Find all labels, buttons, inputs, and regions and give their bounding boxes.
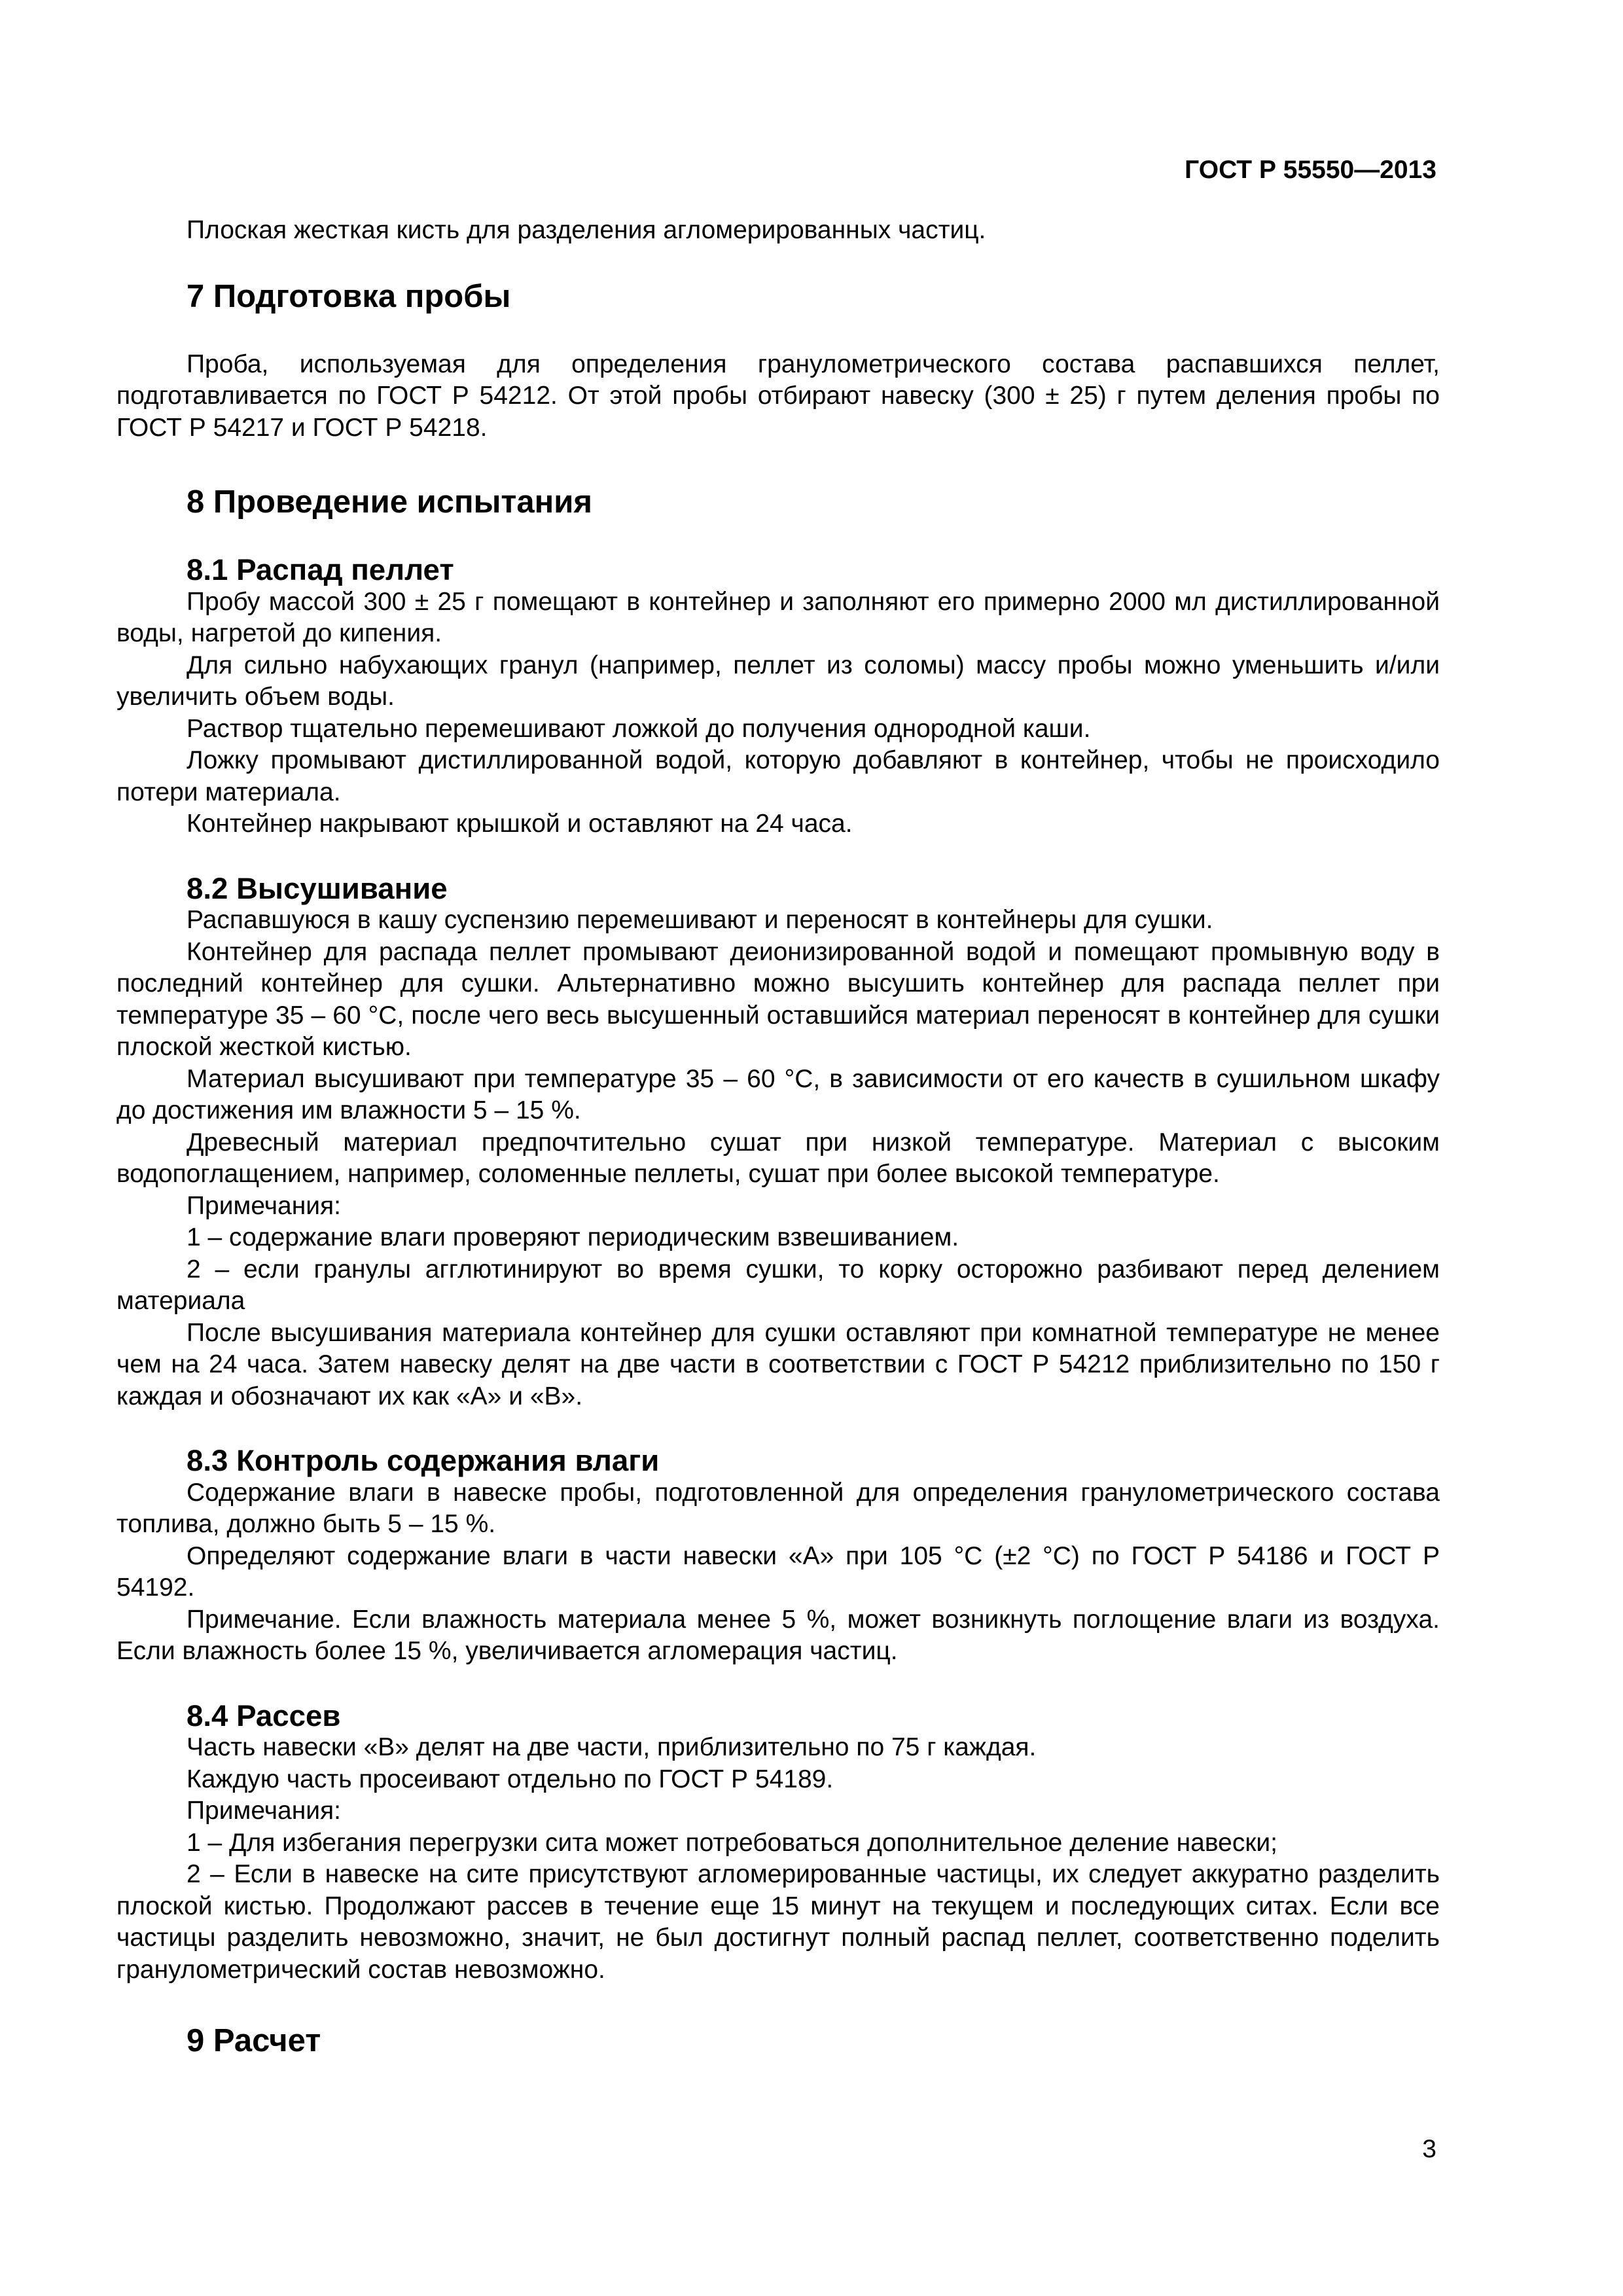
subsection-8-3-note: Примечание. Если влажность материала менее 5 %, может возникнуть поглощение влаги из воздуха. Если влажность более 15 %, увеличивается агломерация частиц.	[116, 1605, 1440, 1665]
subsection-8-1-paragraph: Раствор тщательно перемешивают ложкой до получения однородной каши.	[187, 714, 1091, 743]
subsection-8-3-paragraph: Определяют содержание влаги в части навески «А» при 105 °С (±2 °С) по ГОСТ Р 54186 и ГОСТ Р 54192.	[116, 1541, 1440, 1602]
subsection-8-2-paragraph: Материал высушивают при температуре 35 – 60 °С, в зависимости от его качеств в сушильном шкафу до достижения им влажности 5 – 15 %.	[116, 1064, 1440, 1124]
subsection-8-3-paragraph: Содержание влаги в навеске пробы, подготовленной для определения гранулометрического состава топлива, должно быть 5 – 15 %.	[116, 1478, 1440, 1538]
subsection-8-2-note: 2 – если гранулы агглютинируют во время сушки, то корку осторожно разбивают перед делением материала	[116, 1255, 1440, 1315]
subsection-8-2-paragraph: Контейнер для распада пеллет промывают деионизированной водой и помещают промывную воду в последний контейнер для сушки. Альтернативно можно высушить контейнер для распада пеллет при температуре 35 – 60 °С, после чего весь высушенный оставшийся материал переносят в контейнер для сушки плоской жесткой кистью.	[116, 937, 1440, 1061]
subsection-8-2-note-label: Примечания:	[187, 1191, 341, 1220]
subsection-8-2-paragraph: После высушивания материала контейнер для сушки оставляют при комнатной температуре не менее чем на 24 часа. Затем навеску делят на две части в соответствии с ГОСТ Р 54212 приблизительно по 150 г каждая и обозначают их как «А» и «В».	[116, 1318, 1440, 1410]
subsection-8-4-note: 1 – Для избегания перегрузки сита может потребоваться дополнительное деление навески;	[187, 1828, 1278, 1857]
section-7-paragraph: Проба, используемая для определения гранулометрического состава распавшихся пеллет, подготавливается по ГОСТ Р 54212. От этой пробы отбирают навеску (300 ± 25) г путем деления пробы по ГОСТ Р 54217 и ГОСТ Р 54218.	[116, 350, 1440, 442]
subsection-8-2-paragraph: Распавшуюся в кашу суспензию перемешивают и переносят в контейнеры для сушки.	[187, 906, 1213, 934]
subsection-8-1-title: 8.1 Распад пеллет	[187, 553, 454, 586]
subsection-8-4-note-label: Примечания:	[187, 1797, 341, 1825]
section-8-title: 8 Проведение испытания	[187, 484, 592, 520]
subsection-8-4-note: 2 – Если в навеске на сите присутствуют агломерированные частицы, их следует аккуратно разделить плоской кистью. Продолжают рассев в течение еще 15 минут на текущем и последующих ситах. Если все частицы разделить невозможно, значит, не был достигнут полный распад пеллет, соответственно поделить гранулометрический состав невозможно.	[116, 1860, 1440, 1984]
section-7-title: 7 Подготовка пробы	[187, 278, 511, 314]
subsection-8-2-title: 8.2 Высушивание	[187, 871, 448, 905]
page-content	[116, 215, 1440, 2060]
subsection-8-1-paragraph: Контейнер накрывают крышкой и оставляют на 24 часа.	[187, 810, 853, 838]
subsection-8-1-paragraph: Для сильно набухающих гранул (например, пеллет из соломы) массу пробы можно уменьшить и/или увеличить объем воды.	[116, 651, 1440, 711]
section-9-title: 9 Расчет	[187, 2023, 321, 2058]
subsection-8-4-paragraph: Часть навески «В» делят на две части, приблизительно по 75 г каждая.	[187, 1733, 1037, 1761]
subsection-8-3-title: 8.3 Контроль содержания влаги	[187, 1444, 660, 1477]
subsection-8-2-paragraph: Древесный материал предпочтительно сушат при низкой температуре. Материал с высоким водопоглащением, например, соломенные пеллеты, сушат при более высокой температуре.	[116, 1128, 1440, 1188]
document-code-header: ГОСТ Р 55550—2013	[1185, 156, 1436, 184]
subsection-8-1-paragraph: Ложку промывают дистиллированной водой, которую добавляют в контейнер, чтобы не происходило потери материала.	[116, 746, 1440, 806]
subsection-8-1-paragraph: Пробу массой 300 ± 25 г помещают в контейнер и заполняют его примерно 2000 мл дистиллированной воды, нагретой до кипения.	[116, 587, 1440, 647]
intro-text: Плоская жесткая кисть для разделения агломерированных частиц.	[187, 216, 986, 244]
subsection-8-4-paragraph: Каждую часть просеивают отдельно по ГОСТ Р 54189.	[187, 1765, 834, 1793]
subsection-8-2-note: 1 – содержание влаги проверяют периодическим взвешиванием.	[187, 1223, 959, 1251]
subsection-8-4-title: 8.4 Рассев	[187, 1698, 341, 1732]
page-number: 3	[1422, 2135, 1436, 2163]
